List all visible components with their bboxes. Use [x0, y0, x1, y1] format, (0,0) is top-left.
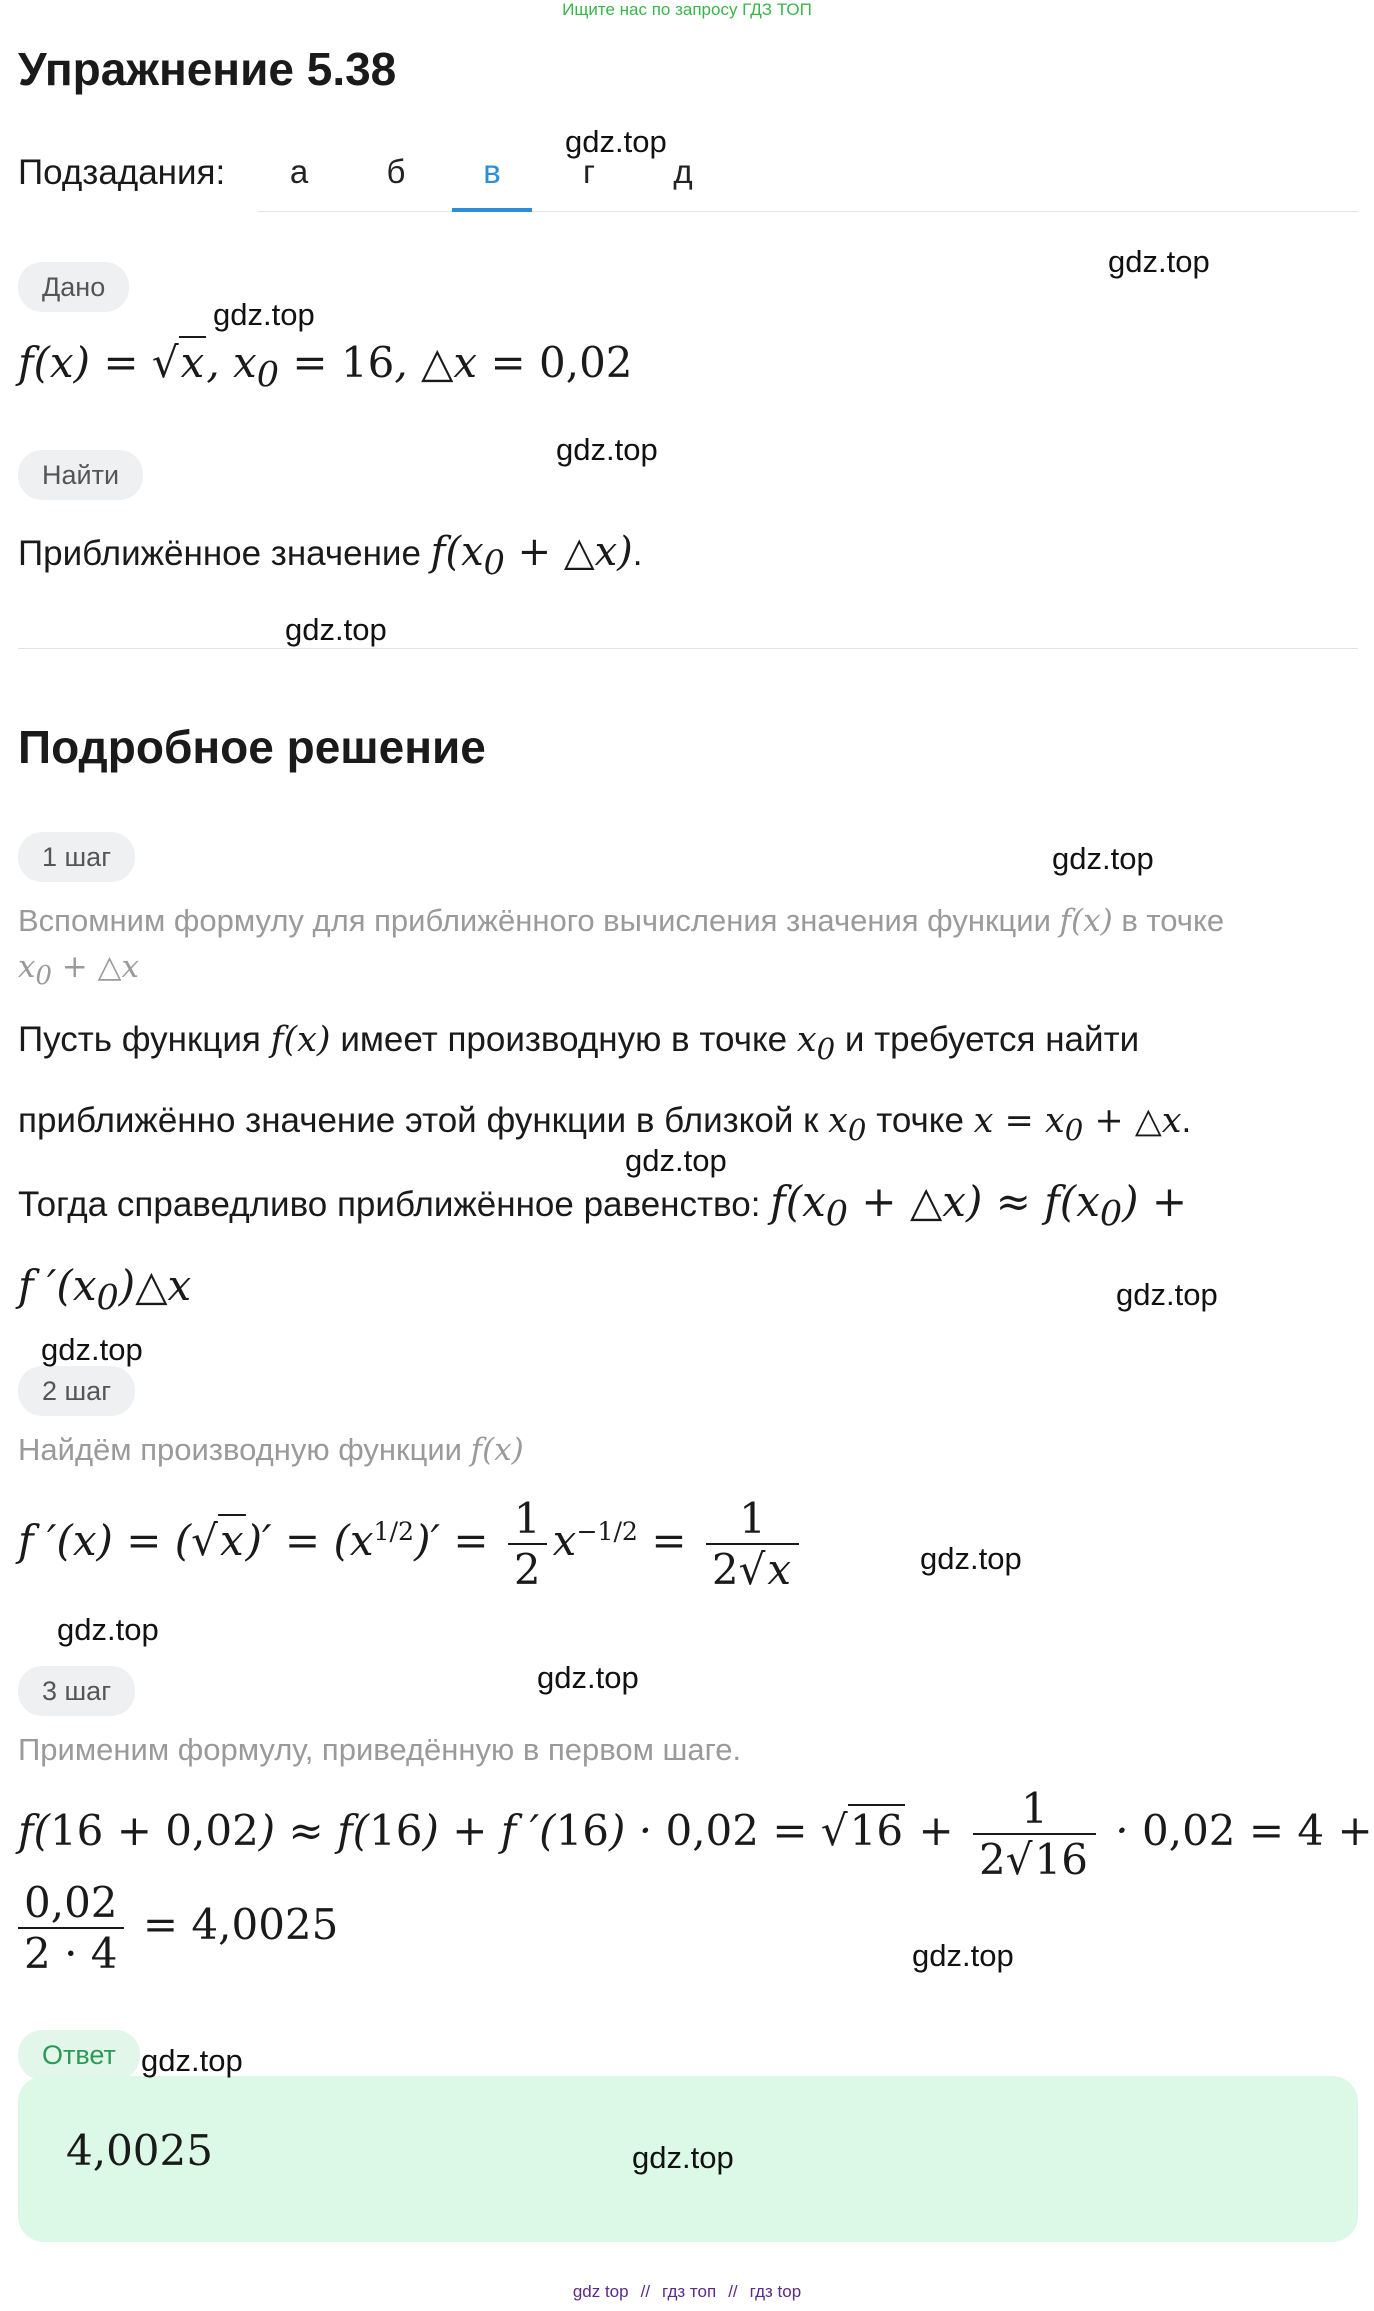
answer-badge: Ответ	[18, 2030, 140, 2080]
search-banner[interactable]: Ищите нас по запросу ГДЗ ТОП	[562, 0, 812, 19]
watermark: gdz.top	[556, 432, 658, 467]
subtasks-label: Подзадания:	[18, 153, 226, 192]
watermark: gdz.top	[565, 124, 667, 159]
step-3-hint: Применим формулу, приведённую в первом шаге.	[18, 1732, 742, 1767]
tab-b[interactable]: б	[386, 153, 406, 190]
watermark: gdz.top	[285, 612, 387, 647]
watermark: gdz.top	[213, 297, 315, 332]
watermark: gdz.top	[920, 1541, 1022, 1576]
solution-title: Подробное решение	[18, 721, 486, 773]
step-3-formula-cont: $\frac{0,02}{2 \cdot 4}$ = 4,0025	[18, 1878, 338, 1978]
watermark: gdz.top	[57, 1612, 159, 1647]
footer-link[interactable]: gdz top	[572, 2282, 629, 2301]
step-1-badge: 1 шаг	[18, 832, 135, 882]
find-text: Приближённое значение $f(x_0$ + △x).	[18, 529, 643, 582]
step-1-text: Пусть функция f(x) имеет производную в точке $x_0$ и требуется найти приближённо значение этой функции в близкой к $x_0$ точке $x = x_0$ + △x. Тогда справедливо приближённое равенство: $f(x_0$ + △x) ≈ $f(x_0)$ + f $'(x_0)\triangle x$	[18, 1020, 1192, 1319]
footer-links	[0, 2282, 1374, 2302]
footer-link[interactable]: гдз топ	[662, 2282, 717, 2301]
footer-separator: //	[640, 2282, 651, 2301]
active-tab-indicator	[452, 208, 532, 212]
step-3-badge: 3 шаг	[18, 1666, 135, 1716]
footer-link[interactable]: гдз top	[749, 2282, 802, 2301]
step-3-formula: f(16 + 0,02) ≈ f(16) + f ′(16) · 0,02 = √16 + $\frac{1}{2√16}$ · 0,02 = 4 +	[18, 1784, 1373, 1884]
watermark: gdz.top	[141, 2043, 243, 2078]
footer-separator: //	[728, 2282, 738, 2301]
watermark: gdz.top	[41, 1332, 143, 1367]
given-formula: f(x) = √x, $x_0 = 16$, △x = 0,02	[18, 338, 633, 396]
watermark: gdz.top	[1052, 841, 1154, 876]
tab-v[interactable]: в	[483, 153, 501, 190]
find-badge: Найти	[18, 450, 143, 500]
given-badge: Дано	[18, 262, 129, 312]
tab-a[interactable]: а	[289, 153, 309, 190]
tab-d[interactable]: д	[673, 153, 693, 190]
watermark: gdz.top	[1116, 1277, 1218, 1312]
step-2-badge: 2 шаг	[18, 1366, 135, 1416]
watermark: gdz.top	[632, 2140, 734, 2175]
step-2-hint: Найдём производную функции f(x)	[18, 1432, 524, 1468]
watermark: gdz.top	[537, 1660, 639, 1695]
step-1-hint: Вспомним формулу для приближённого вычисления значения функции f(x) в точке $x_0$ + △x	[18, 903, 1225, 992]
divider	[18, 648, 1358, 649]
find-text-prefix: Приближённое значение	[18, 534, 421, 573]
answer-value: 4,0025	[66, 2126, 213, 2175]
tab-g[interactable]: г	[582, 153, 596, 190]
page-title: Упражнение 5.38	[18, 43, 397, 95]
tabs-divider	[258, 211, 1358, 212]
watermark: gdz.top	[625, 1143, 727, 1178]
watermark: gdz.top	[912, 1938, 1014, 1973]
watermark: gdz.top	[1108, 244, 1210, 279]
step-2-formula: f $'(x) = (√x)' = (x^{1/2})'$ = $\frac{1}{2}$ $x^{-1/2}$ = $\frac{1}{2√x}$	[18, 1494, 805, 1594]
